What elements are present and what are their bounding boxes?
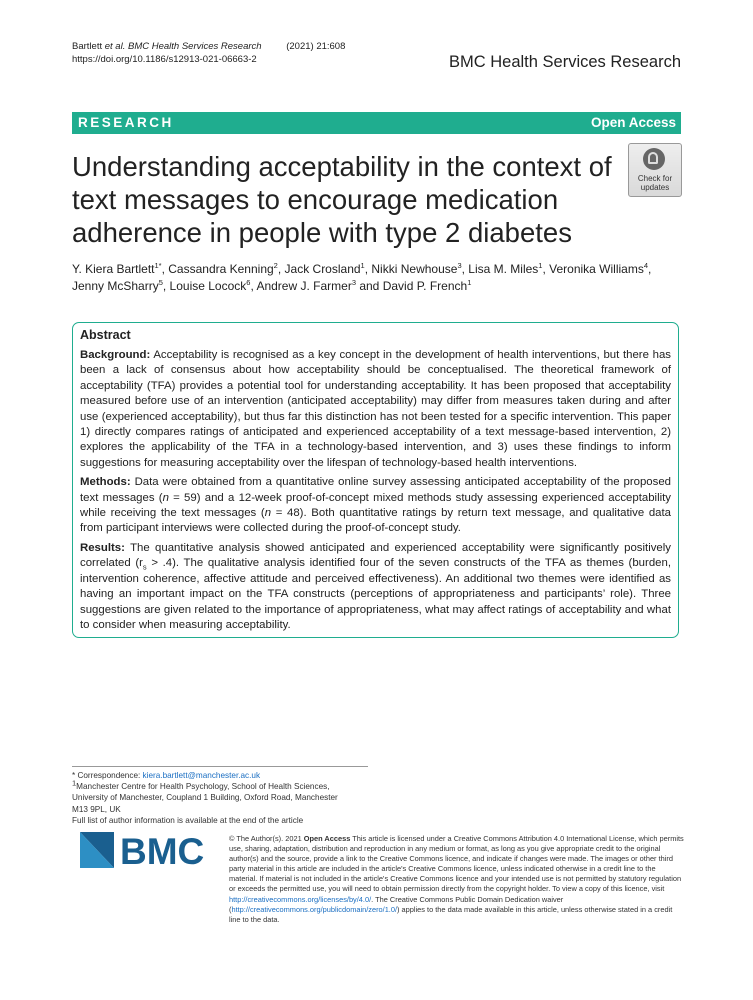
results-label: Results: <box>80 541 125 554</box>
author-affiliation-sup: 6 <box>246 278 251 287</box>
author-name: Andrew J. Farmer <box>256 279 352 293</box>
author-separator: and <box>355 279 383 293</box>
author-separator: , <box>648 262 652 276</box>
author-separator: , <box>461 262 469 276</box>
affiliation-line: M13 9PL, UK <box>72 804 121 814</box>
methods-n-symbol: n <box>162 491 169 504</box>
license-text: This article is licensed under a Creative Commons Attribution 4.0 International License, which permits use, sharing, adaptation, distribution and reproduction in any medium or format, as long as you give appropriate credit to the original author(s) and the source, provide a link to the Creative Commons licence, and indicate if changes were made. The images or other third party material in this article are included in the article's Creative Commons licence, unless indicated otherwise in a credit line to the material. If material is not included in the article's Creative Commons licence and your intended use is not permitted by statutory regulation or exceeds the permitted use, you will need to obtain permission directly from the copyright holder. To view a copy of this licence, visit <box>229 834 684 894</box>
license-text: ) applies to the data made available in this article, unless otherwise stated in a credit line to the data. <box>229 904 673 924</box>
check-for-updates-badge[interactable] <box>628 143 682 197</box>
author-name: Y. Kiera Bartlett <box>72 262 155 276</box>
logo-text: BMC <box>120 831 205 869</box>
license-statement <box>229 834 684 925</box>
results-text: > .4). The qualitative analysis identified four of the seven constructs of the TFA as themes (burden, intervention coherence, affective attitude and perceived effectiveness). An additional two themes were identified as having an important impact on the TFA constructs (perceptions of appropriateness and participants’ role). Three suggestions are given related to the importance of appropriateness, what may affect ratings of acceptability and what to consider when measuring acceptability. <box>80 557 671 631</box>
author-affiliation-sup: 3 <box>351 278 356 287</box>
methods-n-symbol: n <box>264 507 272 520</box>
author-separator: , <box>542 262 550 276</box>
author-name: David P. French <box>382 279 468 293</box>
license-open-access: Open Access <box>303 834 351 843</box>
author-name: Nikki Newhouse <box>371 262 458 276</box>
background-label: Background: <box>80 349 151 361</box>
abstract-methods <box>80 475 671 537</box>
author-info-note: Full list of author information is available at the end of the article <box>72 815 304 825</box>
author-separator: , <box>277 262 285 276</box>
doi-link[interactable]: https://doi.org/10.1186/s12913-021-06663-2 <box>72 54 257 65</box>
abstract-box <box>72 322 679 638</box>
abstract-background <box>80 348 671 471</box>
abstract-results <box>80 541 671 633</box>
author-list <box>72 261 682 295</box>
correspondence-email[interactable]: kiera.bartlett@manchester.ac.uk <box>142 771 261 780</box>
affiliation-line: University of Manchester, Coupland 1 Building, Oxford Road, Manchester <box>72 793 338 803</box>
article-type-banner <box>72 112 681 134</box>
badge-text <box>629 174 681 192</box>
citation-etal: et al. <box>104 41 126 52</box>
background-text: Acceptability is recognised as a key concept in the development of health interventions, but there has been a lack of consensus about how acceptability should be conceptualised. The theoretical framework of acceptability (TFA) provides a potential tool for understanding acceptability. It has been proposed that acceptability measured before use of an intervention (anticipated acceptability) may differ from measures taken during and after use (experienced acceptability), but thus far this distinction has not been tested for a specific intervention. This paper 1) directly compares ratings of anticipated and experienced acceptability of a text message-based intervention, 2) explores the applicability of the TFA in a technology-based intervention, and 3) uses these findings to inform suggestions for measuring acceptability over the lifespan of technology-based health interventions. <box>80 349 671 469</box>
footnote-divider <box>72 766 368 767</box>
methods-text: = 59) and a 12-week proof-of-concept mixed methods study assessing experienced acceptability while receiving the text messages ( <box>80 491 671 520</box>
open-access-label: Open Access <box>590 115 676 130</box>
author-affiliation-sup: 2 <box>273 261 278 270</box>
author-affiliation-sup: 3 <box>457 261 462 270</box>
author-separator: , <box>250 279 257 293</box>
author-affiliation-sup: 5 <box>158 278 163 287</box>
author-affiliation-sup: 1 <box>467 278 472 287</box>
footnotes <box>72 770 372 826</box>
affiliation-line: Manchester Centre for Health Psychology, School of Health Sciences, <box>76 782 330 792</box>
author-name: Jack Crosland <box>284 262 361 276</box>
cc-zero-link[interactable]: http://creativecommons.org/publicdomain/zero/1.0/ <box>231 904 398 914</box>
author-name: Lisa M. Miles <box>468 262 539 276</box>
license-text: . The Creative Commons Public Domain Dedication waiver ( <box>229 894 564 914</box>
citation-year-volume: (2021) 21:608 <box>286 41 346 52</box>
article-type-label: RESEARCH <box>78 115 174 130</box>
author-name: Cassandra Kenning <box>168 262 274 276</box>
author-name: Louise Locock <box>169 279 247 293</box>
methods-label: Methods: <box>80 476 131 489</box>
journal-name: BMC Health Services Research <box>449 53 681 71</box>
author-name: Jenny McSharry <box>72 279 159 293</box>
author-name: Veronika Williams <box>549 262 644 276</box>
author-affiliation-sup: 4 <box>643 261 649 270</box>
article-title: Understanding acceptability in the context of text messages to encourage medication adherence in people with type 2 diabetes <box>72 151 612 248</box>
author-separator: , <box>161 262 169 276</box>
affiliation-number: 1 <box>72 778 77 788</box>
author-affiliation-sup: 1 <box>538 261 543 270</box>
copyright-text: © The Author(s). 2021 <box>229 834 304 843</box>
results-subscript: s <box>142 562 147 572</box>
correspondence-label: * Correspondence: <box>72 771 143 780</box>
bmc-logo <box>80 831 212 869</box>
cc-by-link[interactable]: http://creativecommons.org/licenses/by/4.0/ <box>229 894 372 904</box>
author-affiliation-sup: 1* <box>154 261 162 270</box>
author-separator: , <box>364 262 372 276</box>
abstract-heading: Abstract <box>80 328 131 342</box>
author-affiliation-sup: 1 <box>360 261 365 270</box>
crossmark-icon <box>643 148 665 170</box>
citation-journal: BMC Health Services Research <box>125 41 262 52</box>
author-separator: , <box>162 279 170 293</box>
results-text: The quantitative analysis showed anticipated and experienced acceptability were significantly positively correlated (r <box>80 541 671 570</box>
methods-text: Data were obtained from a quantitative online survey assessing anticipated acceptability of the proposed text messages ( <box>80 476 671 504</box>
badge-line2: updates <box>640 183 670 192</box>
badge-line1: Check for <box>637 174 673 183</box>
citation-author: Bartlett <box>72 41 105 52</box>
running-header <box>72 40 345 66</box>
methods-text: = 48). Both quantitative ratings by return text message, and qualitative data from participant interviews were collected during the proof-of-concept study. <box>80 507 671 535</box>
